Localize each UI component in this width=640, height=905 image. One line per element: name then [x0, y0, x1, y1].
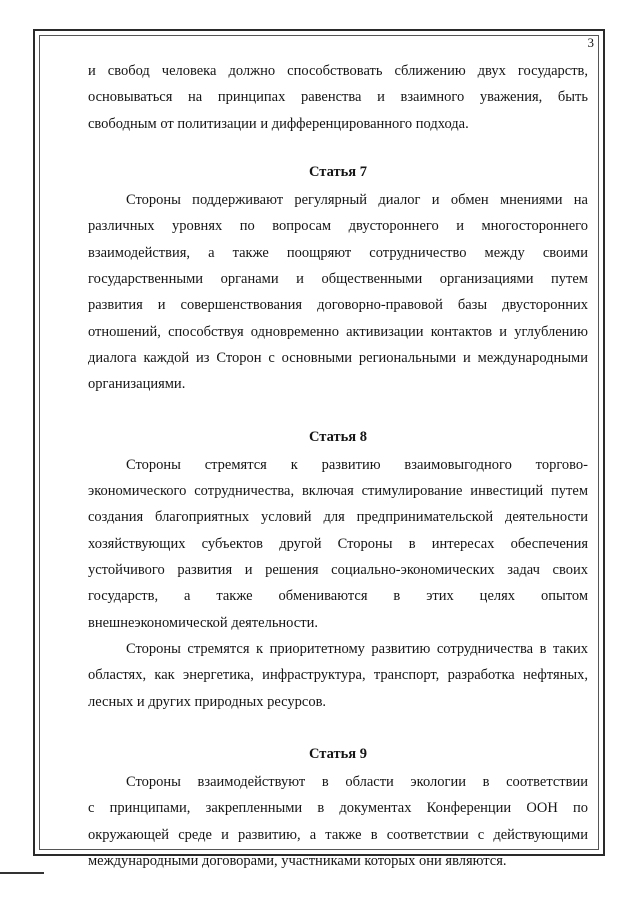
text-line: свободным от политизации и дифференцированного подхода.: [88, 115, 469, 132]
article-8-title: Статья 8: [309, 428, 367, 445]
text-line: взаимодействия, а также поощряют сотрудничество между своими: [88, 244, 588, 261]
article-9-paragraph: [88, 769, 588, 874]
text-line: государственными органами и общественными организациями путем: [88, 271, 588, 288]
text-line: внешнеэкономической деятельности.: [88, 614, 318, 631]
text-line: Стороны стремятся к приоритетному развитию сотрудничества в таких: [126, 640, 588, 657]
intro-paragraph: [88, 58, 588, 137]
text-line: областях, как энергетика, инфраструктура, транспорт, разработка нефтяных,: [88, 667, 588, 684]
text-line: Стороны взаимодействуют в области экологии в соответствии: [126, 774, 588, 791]
text-line: различных уровнях по вопросам двустороннего и многостороннего: [88, 218, 588, 235]
text-line: организациями.: [88, 376, 186, 393]
text-line: создания благоприятных условий для предпринимательской деятельности: [88, 509, 588, 526]
text-line: международными договорами, участниками которых они являются.: [88, 853, 507, 870]
text-line: Стороны поддерживают регулярный диалог и обмен мнениями на: [126, 192, 588, 209]
article-9-title: Статья 9: [309, 745, 367, 762]
page-number: 3: [587, 35, 594, 50]
text-line: основываться на принципах равенства и взаимного уважения, быть: [88, 89, 588, 106]
scan-edge-mark: [0, 872, 44, 874]
article-8-paragraph-1: [88, 452, 588, 636]
text-line: развития и совершенствования договорно-правовой базы двусторонних: [88, 297, 588, 314]
document-body: [88, 58, 588, 874]
text-line: устойчивого развития и решения социально-экономических задач своих: [88, 562, 588, 579]
text-line: отношений, способствуя одновременно активизации контактов и углублению: [88, 323, 588, 340]
text-line: Стороны стремятся к развитию взаимовыгодного торгово-: [126, 456, 588, 473]
text-line: хозяйствующих субъектов другой Стороны в интересах обеспечения: [88, 535, 588, 552]
text-line: экономического сотрудничества, включая стимулирование инвестиций путем: [88, 483, 588, 500]
text-line: и свобод человека должно способствовать сближению двух государств,: [88, 63, 588, 79]
article-7-paragraph: [88, 187, 588, 397]
text-line: государств, а также обмениваются в этих целях опытом: [88, 588, 588, 605]
text-line: диалога каждой из Сторон с основными региональными и международными: [88, 349, 588, 366]
text-line: с принципами, закрепленными в документах Конференции ООН по: [88, 800, 588, 817]
article-7-title: Статья 7: [309, 163, 367, 180]
article-8-paragraph-2: [88, 636, 588, 715]
text-line: лесных и других природных ресурсов.: [88, 693, 327, 710]
text-line: окружающей среде и развитию, а также в соответствии с действующими: [88, 826, 588, 843]
